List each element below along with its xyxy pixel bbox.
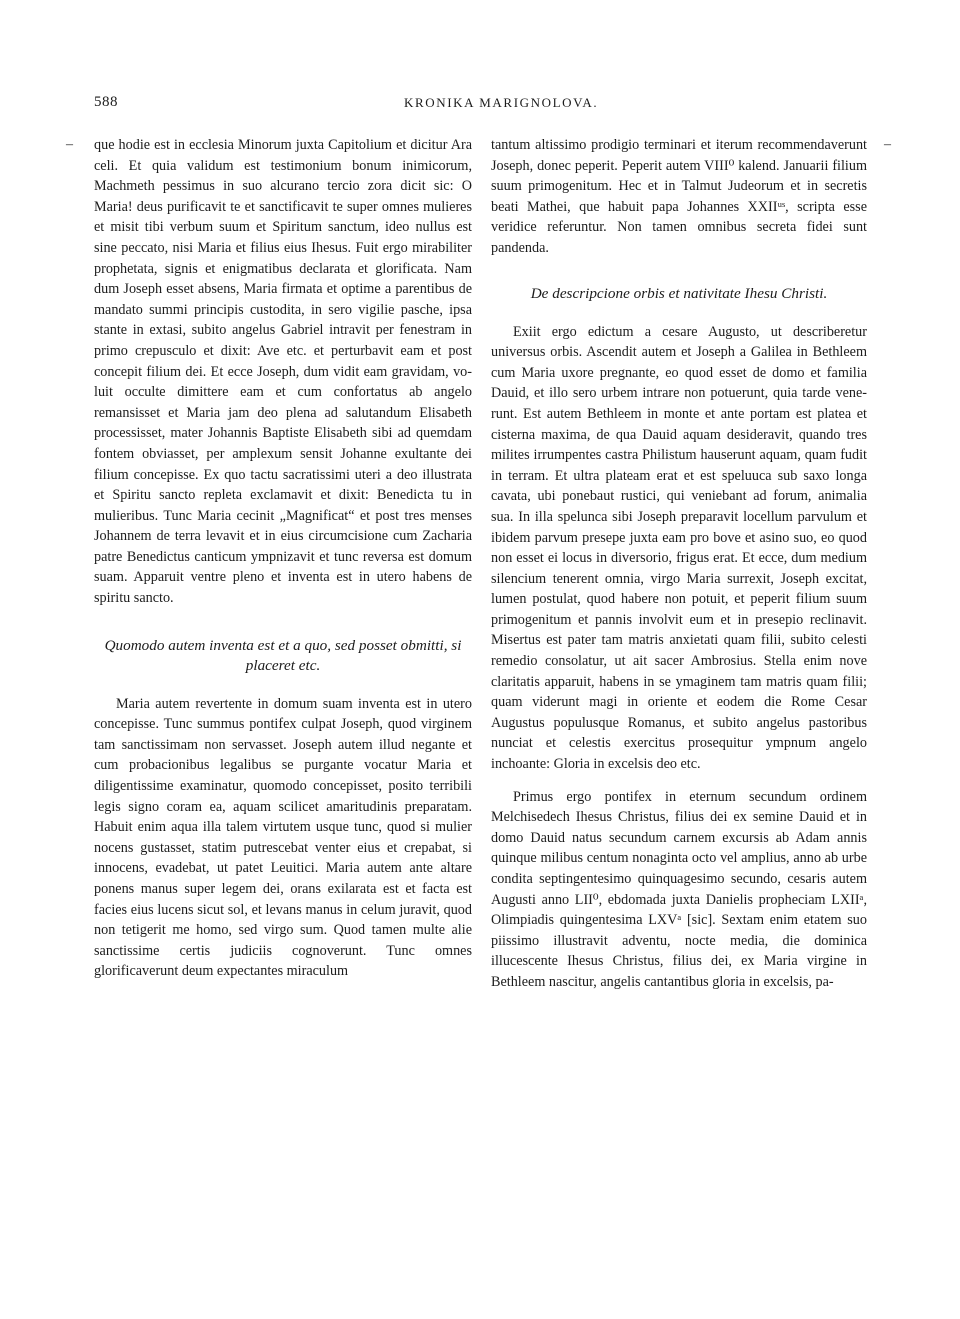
right-paragraph-3: Primus ergo pontifex in eternum secundum ordinem Melchisedech Ihesus Christus, filius dei ex semine Dauid et in domo Dauid natus secundum carnem excursis ab Adam annis quinque milibus centum nonaginta octo vel amplius, anno ab urbe condita septingentesimo quinquagesimo secundo, cesaris autem Augusti anno LII⁰, ebdomada juxta Danielis propheciam LXIIᵃ, Olimpiadis quingentesima LXVᵃ [sic]. Sextam enim etatem suo piissimo illustravit adventu, nocte media, die dominica illucescente Ihesus Christus, filius dei, ex Maria virgine in Bethleem nascitur, angelis cantantibus gloria in excelsis, pa- xyxy=(491,788,867,990)
right-margin-dash: – xyxy=(884,137,891,152)
right-section-heading: De descripcione orbis et nativitate Ihesu Christi. xyxy=(530,284,828,302)
page-number: 588 xyxy=(94,94,118,110)
page-header xyxy=(94,94,874,114)
left-column xyxy=(94,135,472,982)
running-head: KRONIKA MARIGNOLOVA. xyxy=(404,95,599,110)
left-margin-dash: – xyxy=(66,137,73,152)
right-column xyxy=(491,135,867,993)
left-section-heading: Quomodo autem inventa est et a quo, sed posset obmitti, si placeret etc. xyxy=(104,636,462,674)
right-paragraph-1: tantum altissimo prodigio terminari et iterum recommendaverunt Joseph, donec peperit. Peperit autem VIII⁰ kalend. Januarii filium suum primogenitum. Hec et in Talmut Judeorum et in secretis beati Mathei, que habuit papa Johannes XXIIᵘˢ, scripta esse veridice referuntur. Non tamen omnibus secreta fidei sunt pandenda. xyxy=(491,137,867,256)
left-paragraph-2: Maria autem revertente in domum suam inventa est in utero concepisse. Tunc summus pontifex culpat Joseph, quod virginem tam sanctissimam non servasset. Joseph autem illud negante et cum probacionibus legalibus se purgante vocatur Maria et diligentissime examinatur, quomodo concepisset, posito terribili legis signo coram ea, aquam scilicet amaritudinis preparatam. Habuit enim aqua illa talem virtutem usque tunc, quod si mulier nocens gustasset, statim putrescebat venter eius et crepabat, si innocens, evadebat, ut patet Leuitici. Maria autem ante altare ponens manus super legem dei, orans exilarata est et facta est facies eius lucens sicut sol, et levans manus in celum juravit, quod non tetigerit me homo, sed virgo sum. Quod tamen multe alie sanctissime certis judiciis cognoverunt. Tunc omnes glorificaverunt deum expectantes miraculum xyxy=(94,695,472,980)
left-paragraph-1: que hodie est in ecclesia Minorum juxta Capitolium et dicitur Ara celi. Et quia validum est testimonium bonum inimicorum, Machmeth pessimus in suo alcurano tercio zora dicit sic: O Maria! deus purificavit te et sanctificavit te super omnes mulieres et misit tibi verbum suum et Spiritum sanctum, ideo nullus est sine peccato, nisi Maria et filius eius Ihesus. Fuit ergo mirabiliter prophetata, signis et enigmatibus declarata et glorificata. Nam dum Joseph esset absens, Maria firmata et optime a parentibus de mandato summi principis custodita, in sero vigilie pasche, ipsa stante in extasi, subito angelus Gabriel intravit per fenestram in primo crepusculo et dixit: Ave etc. et perturbavit eam et post concepit filium dei. Et ecce Joseph, dum vidit eam gravidam, voluit occulte dimittere eam et cum confortatus ab angelo remansisset et Maria jam deo plena ad salutandum Elisabeth processisset, mater Johannis Baptiste Elisabeth sibi ad quemdam fontem obviasset, per amplexum sensit Johanne exultante dei filium concepisse. Ex quo tactu sacratissimi uteri a deo illustrata et Spiritu sancto repleta exclamavit et dixit: Benedicta tu in mulieribus. Tunc Maria cecinit „Magnificat“ et post tres menses Johannem de terra levavit et in eius circumcisione cum Zacharia patre Benedictus canticum ympnizavit et tunc reversa est domum suam. Apparuit ventre pleno et inventa est in utero habens de spiritu sancto. xyxy=(94,137,472,607)
right-paragraph-2: Exiit ergo edictum a cesare Augusto, ut describeretur universus orbis. Ascendit autem et Joseph a Galilea in Bethleem cum Maria uxore pregnante, eo quod esset de domo et familia Dauid, et illo sero urbem intrare non potuerunt, quia tarde venerunt. Est autem Bethleem in monte et ante portam est platea et cisterna maxima, de qua Dauid aquam desideravit, quando tres milites irrumpentes castra Philistum hauserunt aquam, quam fudit in terram. Et ultra plateam erat et est speluuca sub saxo longa cavata, ubi ponebaut rustici, qui veniebant ad forum, animalia sua. In illa spelunca sibi Joseph preparavit locellum parvulum et ibidem parvum presepe juxta eam pro bove et asino suo, eo quod non esset ei locus in diversorio, frigus erat. Et ecce, dum medium silencium tenerent omnia, virgo Maria surrexit, Joseph excitat, lumen postulat, quod habere non potuit, et peperit filium suum primogenitum et pannis involvit eum et in presepio reclinavit. Misertus est pater tam matris anxietati quam filii, subito celesti remedio consolatur, ut ait sacer Ambrosius. Stella enim nove claritatis apparuit, habens in se ymaginem tam matris quam filii; quam viderunt magi in oriente et eodem die Rome Cesar Augustus populusque Romanus, et subito angelus pastoribus nunciat et celestis exercitus prosequitur ympnum angelo inchoante: Gloria in excelsis deo etc. xyxy=(491,323,867,773)
